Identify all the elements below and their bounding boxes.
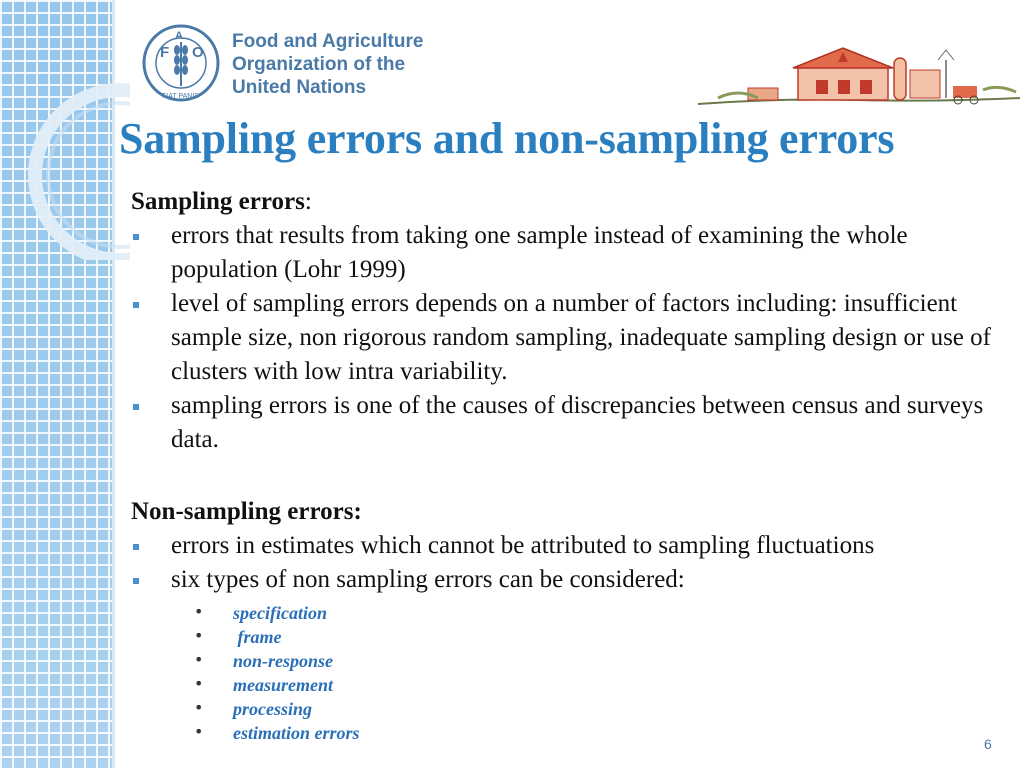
error-type-item: • estimation errors [194, 722, 360, 743]
list-item: level of sampling errors depends on a number of factors including: insufficient sample size, non rigorous random sampling, inadequate sampling design or use of clusters with low intra variability. [131, 287, 1011, 389]
list-item: errors that results from taking one sample instead of examining the whole population (Lohr 1999) [131, 219, 1011, 287]
bullet-dot-icon: • [194, 674, 204, 693]
sampling-errors-list [131, 219, 1011, 457]
organization-name [232, 30, 423, 99]
non-sampling-errors-heading: Non-sampling errors: [131, 498, 362, 525]
farm-illustration-icon [698, 40, 1020, 112]
bullet-dot-icon: • [194, 650, 204, 669]
org-line-3: United Nations [232, 77, 367, 98]
error-type-item: • measurement [194, 674, 334, 695]
logo-motto: FIAT PANIS [162, 93, 199, 100]
decorative-arc-icon [0, 0, 130, 260]
bullet-square-icon [133, 544, 139, 550]
error-type-item: • frame [194, 626, 282, 647]
slide-title: Sampling errors and non-sampling errors [119, 114, 895, 163]
bullet-dot-icon: • [194, 698, 204, 717]
logo-letter-f: F [160, 44, 170, 61]
bullet-square-icon [133, 234, 139, 240]
non-sampling-errors-list [131, 529, 1011, 597]
list-item: errors in estimates which cannot be attributed to sampling fluctuations [131, 529, 1011, 563]
list-item: six types of non sampling errors can be considered: [131, 563, 1011, 597]
bullet-dot-icon: • [194, 722, 204, 741]
bullet-dot-icon: • [194, 602, 204, 621]
org-line-2: Organization of the [232, 54, 406, 75]
logo-letter-a: A [175, 30, 183, 42]
error-type-item: • non-response [194, 650, 334, 671]
error-type-item: • specification [194, 602, 327, 623]
logo-letter-o: O [192, 44, 204, 61]
org-line-1: Food and Agriculture [232, 31, 424, 52]
list-item: sampling errors is one of the causes of discrepancies between census and surveys data. [131, 389, 1011, 457]
bullet-dot-icon: • [194, 626, 204, 645]
bullet-square-icon [133, 302, 139, 308]
page-number: 6 [984, 736, 992, 752]
fao-logo-icon [142, 22, 220, 104]
error-types-list [131, 601, 1011, 745]
error-type-item: • processing [194, 698, 313, 719]
bullet-square-icon [133, 578, 139, 584]
slide-content [131, 185, 1011, 745]
bullet-square-icon [133, 404, 139, 410]
sampling-errors-heading: Sampling errors: [131, 188, 312, 215]
